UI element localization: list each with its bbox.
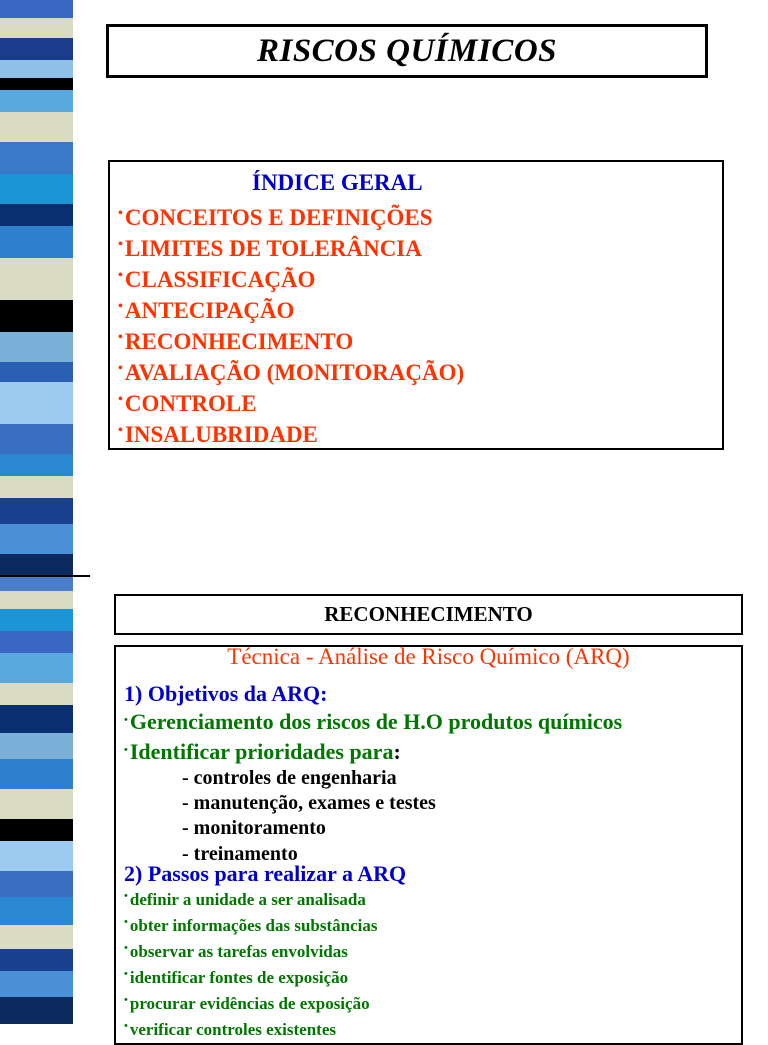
bullet-icon: • [124,916,128,928]
bullet-icon: • [124,968,128,980]
bullet-icon: • [124,714,128,726]
bullet-icon: • [124,1020,128,1032]
bullet-icon: • [124,744,128,756]
step-item: • definir a unidade a ser analisada [124,890,366,909]
bullet-icon: • [124,942,128,954]
priority-item: - manutenção, exames e testes [182,792,436,814]
slide-separator [0,575,90,577]
objective-item: •Identificar prioridades para: [124,739,401,764]
index-item: •ANTECIPAÇÃO [118,298,295,323]
bullet-icon: • [124,994,128,1006]
bullet-icon: • [118,299,123,314]
page-title: RISCOS QUÍMICOS [256,32,558,69]
index-heading: ÍNDICE GERAL [252,170,423,195]
index-item: •CLASSIFICAÇÃO [118,267,316,292]
section-heading: RECONHECIMENTO [324,602,533,626]
section-heading-box [114,594,743,635]
priority-item: - controles de engenharia [182,767,397,789]
index-item: •INSALUBRIDADE [118,422,318,447]
technique-title: Técnica - Análise de Risco Químico (ARQ) [227,644,630,669]
left-stripe-top [0,0,73,575]
priority-item: - monitoramento [182,817,326,839]
objectives-heading: 1) Objetivos da ARQ: [124,681,328,706]
bullet-icon: • [118,423,123,438]
priority-item: - treinamento [182,843,298,865]
left-stripe-bottom [0,577,73,1024]
arq-content-box [114,645,743,1045]
bullet-icon: • [118,392,123,407]
index-item: •CONTROLE [118,391,257,416]
title-box [106,24,708,78]
step-item: • obter informações das substâncias [124,916,378,935]
index-item: •AVALIAÇÃO (MONITORAÇÃO) [118,360,465,385]
step-item: • observar as tarefas envolvidas [124,942,348,961]
steps-heading: 2) Passos para realizar a ARQ [124,861,407,886]
index-item: •LIMITES DE TOLERÂNCIA [118,236,422,261]
bullet-icon: • [118,206,123,221]
bullet-icon: • [118,268,123,283]
bullet-icon: • [118,237,123,252]
index-item: •CONCEITOS E DEFINIÇÕES [118,205,433,230]
index-box [108,160,724,450]
step-item: • identificar fontes de exposição [124,968,349,987]
bullet-icon: • [118,361,123,376]
step-item: • procurar evidências de exposição [124,994,370,1013]
objective-item: •Gerenciamento dos riscos de H.O produtos químicos [124,709,623,734]
bullet-icon: • [124,890,128,902]
step-item: • verificar controles existentes [124,1020,336,1039]
index-item: •RECONHECIMENTO [118,329,354,354]
bullet-icon: • [118,330,123,345]
